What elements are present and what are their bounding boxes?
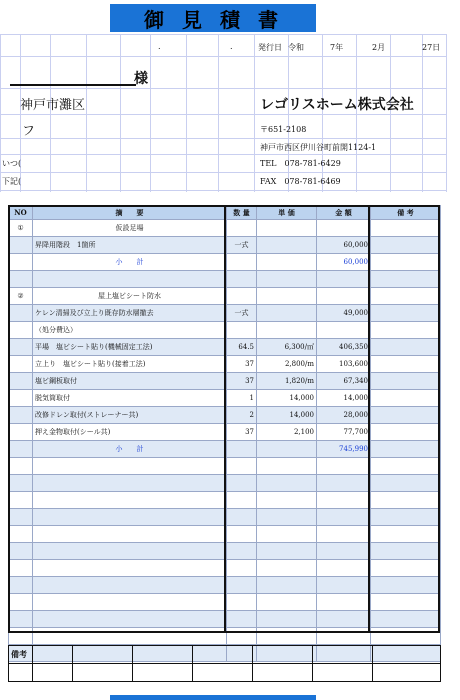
row-description: 仮設足場 — [33, 220, 227, 237]
remarks-row — [9, 664, 441, 682]
table-row — [9, 407, 441, 424]
row-amount — [317, 271, 371, 288]
row-unit-price — [257, 237, 317, 254]
column-header-amount: 金 額 — [317, 206, 371, 220]
table-row — [9, 339, 441, 356]
row-quantity: 1 — [227, 390, 257, 407]
customer-address: 神戸市灘区 — [20, 98, 86, 113]
row-quantity: 37 — [227, 373, 257, 390]
customer-attention: フ — [22, 124, 36, 139]
row-amount: 49,000 — [317, 305, 371, 322]
row-quantity: 37 — [227, 356, 257, 373]
row-unit-price: 2,100 — [257, 424, 317, 441]
row-description: 改修ドレン取付(ストレーナー共) — [33, 407, 227, 424]
table-row-empty — [9, 611, 441, 628]
column-header-no: NO — [9, 206, 33, 220]
row-no — [9, 254, 33, 271]
row-quantity: 2 — [227, 407, 257, 424]
table-row-empty — [9, 475, 441, 492]
issue-date-month: 2月 — [372, 43, 386, 52]
company-address: 神戸市西区伊川谷町前開1124-1 — [260, 143, 377, 152]
row-notes — [371, 441, 441, 458]
date-separator: . — [230, 42, 233, 51]
row-quantity — [227, 441, 257, 458]
table-row — [9, 424, 441, 441]
row-no — [9, 339, 33, 356]
row-notes — [371, 305, 441, 322]
row-quantity — [227, 254, 257, 271]
table-row-empty — [9, 492, 441, 509]
row-description: 立上り 塩ビシート貼り(接着工法) — [33, 356, 227, 373]
row-unit-price: 6,300/㎡ — [257, 339, 317, 356]
row-description: 押え金物取付(シール共) — [33, 424, 227, 441]
row-no — [9, 237, 33, 254]
header-grid — [0, 34, 446, 192]
table-row-empty — [9, 628, 441, 645]
row-no — [9, 407, 33, 424]
issue-date-year: 7年 — [330, 43, 344, 52]
row-notes — [371, 390, 441, 407]
row-label-below: 下記( — [2, 177, 22, 186]
row-amount: 67,340 — [317, 373, 371, 390]
row-description: 脱気筒取付 — [33, 390, 227, 407]
table-row — [9, 390, 441, 407]
table-row — [9, 288, 441, 305]
company-fax: FAX 078-781-6469 — [260, 177, 341, 186]
row-quantity: 一式 — [227, 305, 257, 322]
column-header-unit-price: 単 価 — [257, 206, 317, 220]
row-notes — [371, 220, 441, 237]
row-notes — [371, 322, 441, 339]
row-no — [9, 424, 33, 441]
row-description: 塩ビ鋼板取付 — [33, 373, 227, 390]
row-notes — [371, 407, 441, 424]
table-row — [9, 322, 441, 339]
issue-date-day: 27日 — [422, 43, 441, 52]
remarks-row — [9, 646, 441, 664]
table-row-empty — [9, 458, 441, 475]
row-unit-price — [257, 220, 317, 237]
row-amount: 60,000 — [317, 254, 371, 271]
row-amount: 77,700 — [317, 424, 371, 441]
estimate-table — [8, 205, 441, 662]
row-amount: 406,350 — [317, 339, 371, 356]
row-notes — [371, 254, 441, 271]
table-row-empty — [9, 594, 441, 611]
column-header-notes: 備 考 — [371, 206, 441, 220]
row-unit-price — [257, 254, 317, 271]
row-description: ケレン清掃及び立上り既存防水層撤去 — [33, 305, 227, 322]
table-row-empty — [9, 543, 441, 560]
table-row — [9, 441, 441, 458]
row-unit-price: 14,000 — [257, 390, 317, 407]
table-row-empty — [9, 577, 441, 594]
row-quantity — [227, 220, 257, 237]
company-tel: TEL 078-781-6429 — [260, 159, 341, 168]
row-notes — [371, 288, 441, 305]
row-quantity: 37 — [227, 424, 257, 441]
row-unit-price: 2,800/m — [257, 356, 317, 373]
remarks-label: 備考 — [9, 646, 33, 664]
row-quantity — [227, 322, 257, 339]
table-row — [9, 356, 441, 373]
row-no — [9, 373, 33, 390]
row-no — [9, 322, 33, 339]
row-description: 昇降用階段 1箇所 — [33, 237, 227, 254]
row-unit-price — [257, 322, 317, 339]
remarks-table — [8, 645, 441, 682]
row-amount — [317, 288, 371, 305]
row-no — [9, 441, 33, 458]
row-description — [33, 271, 227, 288]
row-quantity — [227, 271, 257, 288]
table-row — [9, 254, 441, 271]
row-label-when: いつ( — [2, 159, 22, 168]
row-notes — [371, 237, 441, 254]
table-row — [9, 237, 441, 254]
row-no — [9, 390, 33, 407]
issue-date-era: 令和 — [288, 43, 304, 52]
row-unit-price — [257, 305, 317, 322]
row-description: 小 計 — [33, 441, 227, 458]
row-amount: 28,000 — [317, 407, 371, 424]
table-row-empty — [9, 560, 441, 577]
row-amount: 103,600 — [317, 356, 371, 373]
row-unit-price — [257, 441, 317, 458]
row-no — [9, 305, 33, 322]
issue-date-label: 発行日 — [258, 43, 282, 52]
row-no — [9, 356, 33, 373]
row-quantity: 一式 — [227, 237, 257, 254]
company-postal: 〒651-2108 — [260, 125, 307, 134]
row-unit-price: 14,000 — [257, 407, 317, 424]
row-no — [9, 271, 33, 288]
row-amount: 60,000 — [317, 237, 371, 254]
row-unit-price: 1,820/m — [257, 373, 317, 390]
row-notes — [371, 271, 441, 288]
row-amount: 745,990 — [317, 441, 371, 458]
row-notes — [371, 339, 441, 356]
row-amount — [317, 220, 371, 237]
company-name: レゴリスホーム株式会社 — [260, 97, 414, 113]
customer-suffix: 様 — [134, 71, 148, 87]
table-row-empty — [9, 509, 441, 526]
row-description: （処分費込） — [33, 322, 227, 339]
row-amount: 14,000 — [317, 390, 371, 407]
date-separator: . — [158, 42, 161, 51]
table-header-row — [9, 206, 441, 220]
row-amount — [317, 322, 371, 339]
row-no: ② — [9, 288, 33, 305]
column-header-description: 摘 要 — [33, 206, 227, 220]
row-quantity — [227, 288, 257, 305]
row-description: 屋上塩ビシート防水 — [33, 288, 227, 305]
row-quantity: 64.5 — [227, 339, 257, 356]
row-no: ① — [9, 220, 33, 237]
row-notes — [371, 373, 441, 390]
row-unit-price — [257, 271, 317, 288]
row-description: 平場 塩ビシート貼り(機械固定工法) — [33, 339, 227, 356]
table-row — [9, 220, 441, 237]
table-row — [9, 271, 441, 288]
footer-band — [110, 695, 316, 700]
row-description: 小 計 — [33, 254, 227, 271]
row-notes — [371, 356, 441, 373]
table-row-empty — [9, 526, 441, 543]
table-row — [9, 373, 441, 390]
table-row — [9, 305, 441, 322]
document-title: 御見積書 — [110, 4, 316, 32]
row-notes — [371, 424, 441, 441]
row-unit-price — [257, 288, 317, 305]
customer-name-underline — [10, 84, 136, 86]
column-header-quantity: 数 量 — [227, 206, 257, 220]
